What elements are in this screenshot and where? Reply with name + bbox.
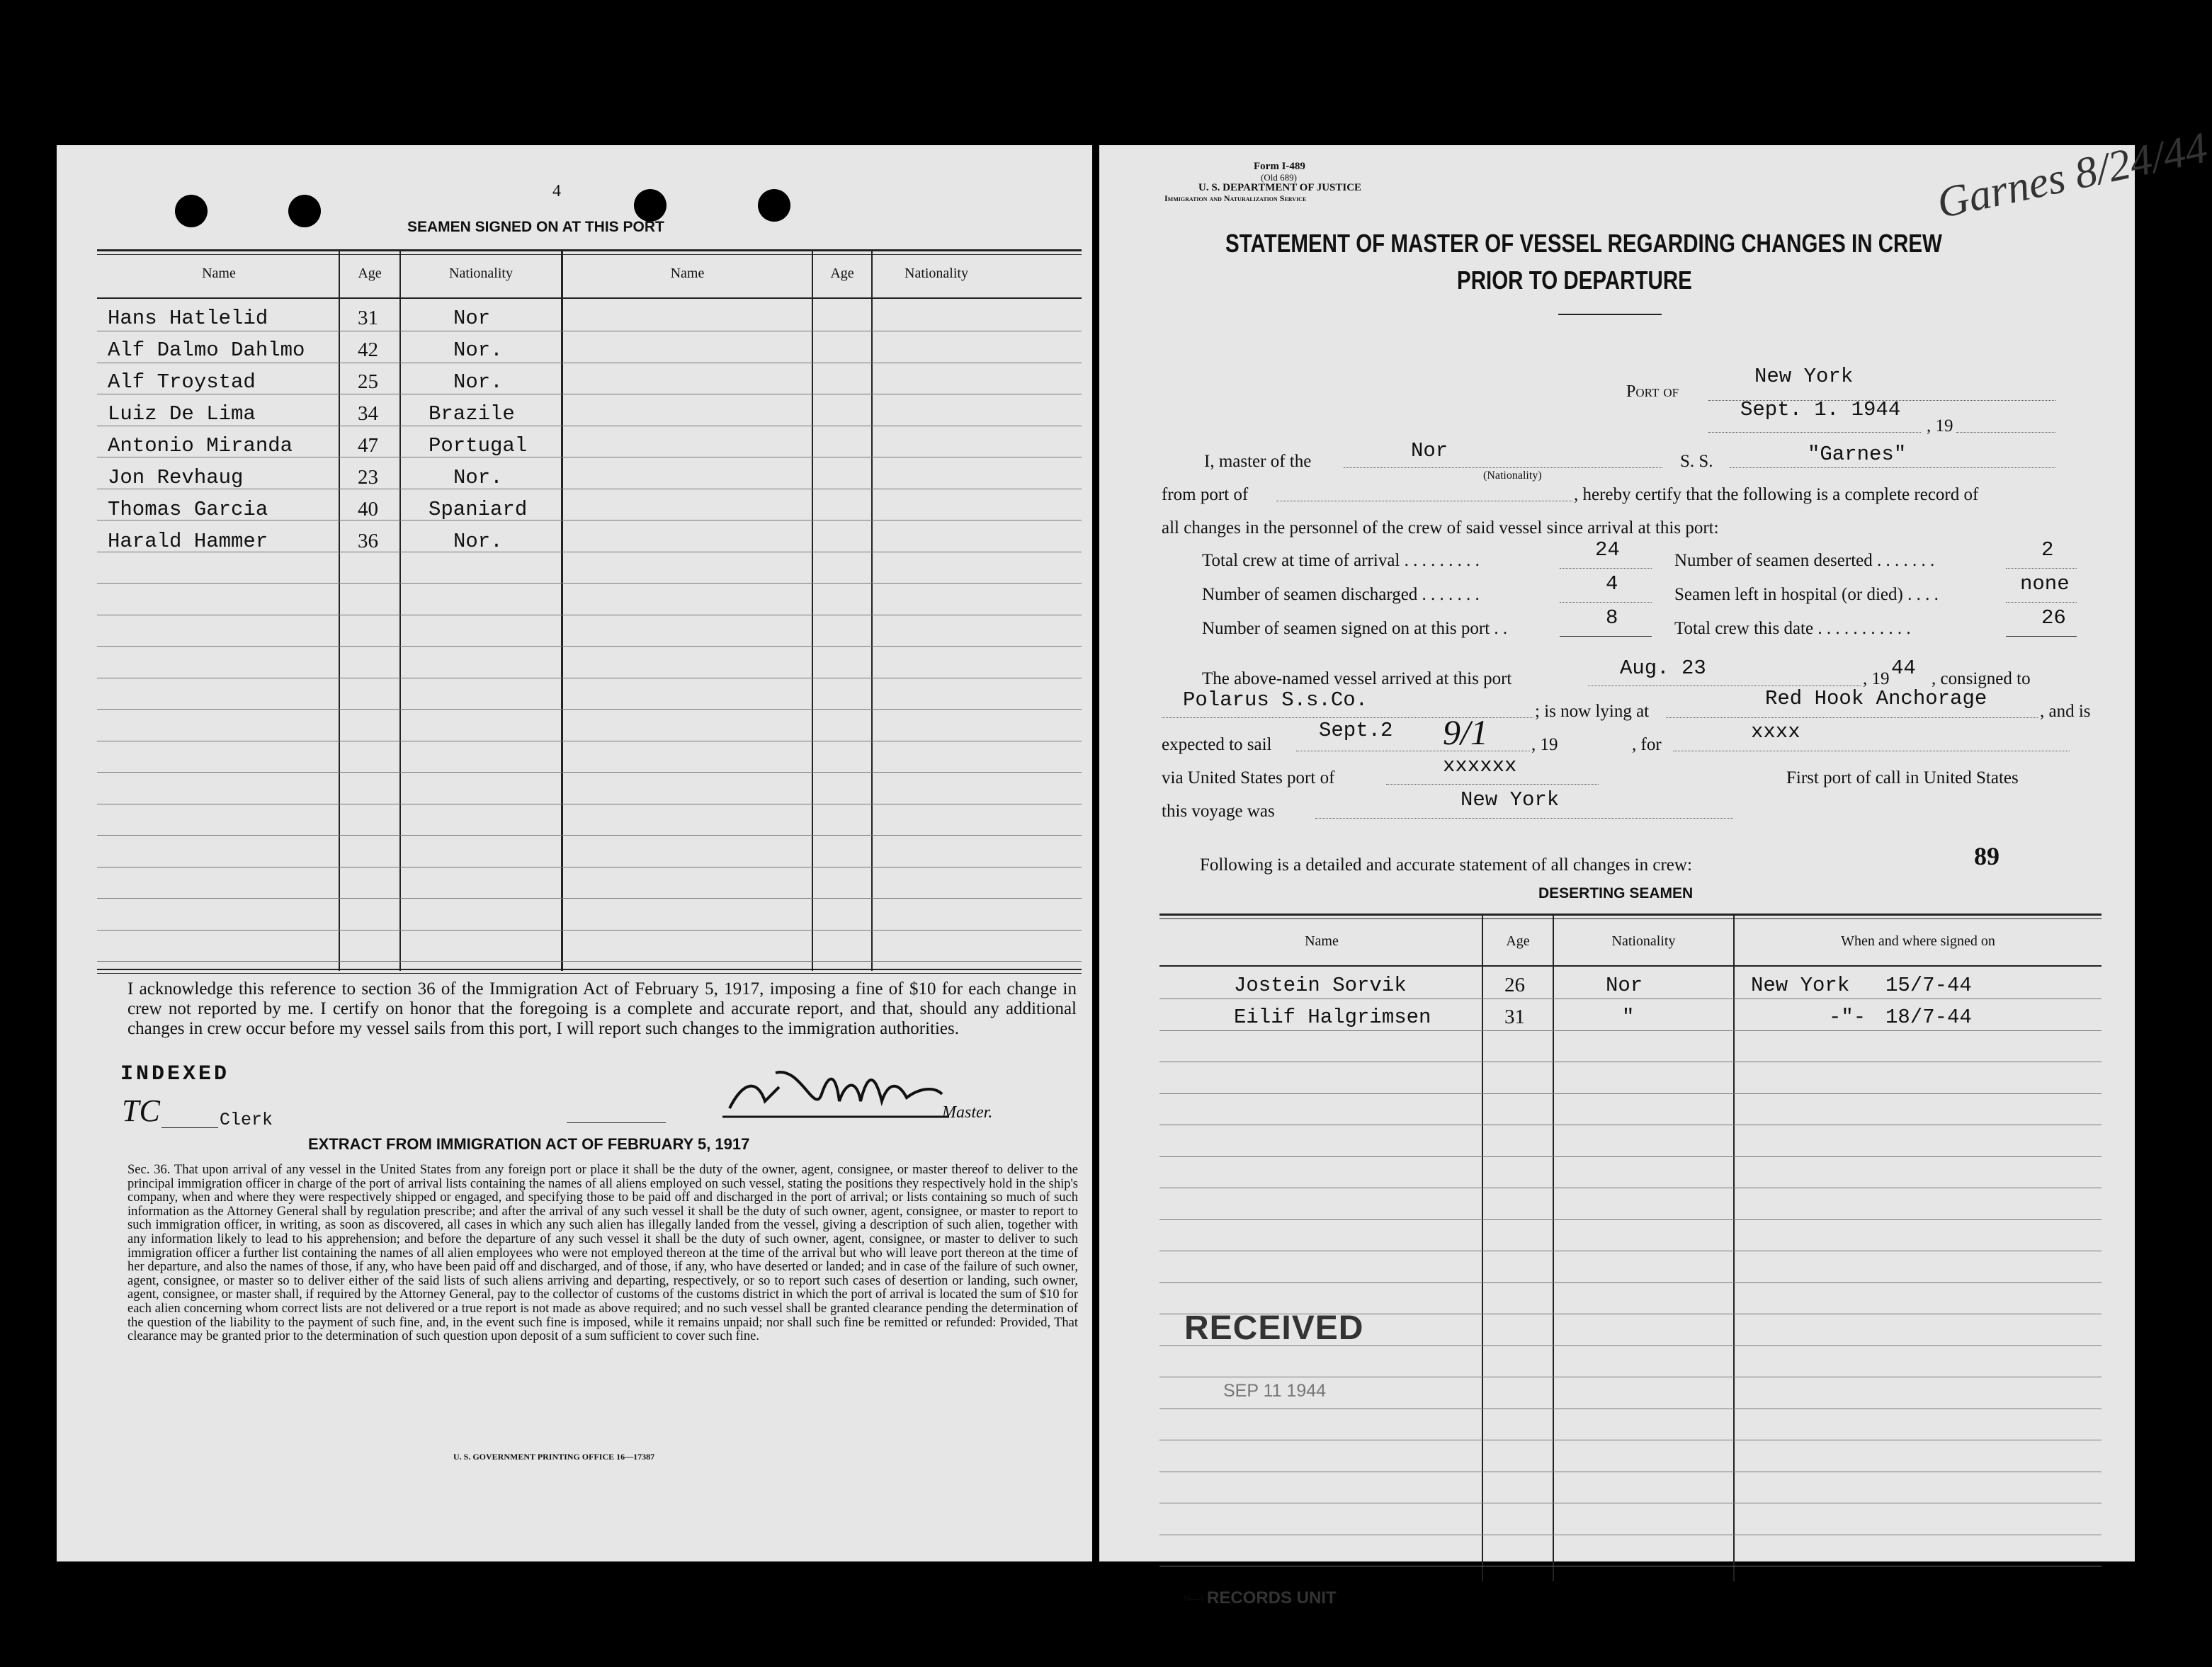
row-rule [1159, 1282, 2102, 1283]
arrived-label: The above-named vessel arrived at this port [1202, 669, 1512, 688]
seaman-nationality: Spaniard [429, 498, 528, 521]
deserter-signed-date: 18/7-44 [1885, 1006, 1972, 1029]
expected-label: expected to sail [1162, 735, 1272, 754]
table-bottom-rule [97, 973, 1082, 974]
lying-label: ; is now lying at [1535, 702, 1650, 721]
title-underline [1558, 314, 1662, 315]
page-number: 4 [552, 182, 561, 200]
nationality-caption: (Nationality) [1483, 470, 1542, 482]
column-header: Age [358, 266, 382, 281]
discharged: 4 [1606, 572, 1618, 596]
seaman-age: 42 [358, 338, 378, 361]
via-label: via United States port of [1162, 768, 1335, 787]
column-divider [812, 251, 813, 971]
table-top-rule [97, 254, 1082, 255]
for-label: , for [1632, 735, 1662, 754]
punch-hole [175, 195, 208, 227]
row-rule [1159, 1030, 2102, 1031]
certify-text: , hereby certify that the following is a complete record of [1574, 485, 1979, 504]
seaman-age: 34 [358, 402, 378, 425]
deserter-nationality: Nor [1606, 974, 1643, 997]
section-36-text: Sec. 36. That upon arrival of any vessel in the United States from any foreign port or place it shall be the duty of the owner, agent, consignee, or master thereof to deliver to the principal immigration officer in charge of the port of arrival lists containing the names of all aliens employed on such vessel, stating the positions they respectively hold in the ship's company, when and where they were respectively shipped or engaged, and specifying those to be paid off and discharged in the port of arrival; or lists containing so much of such information as the Attorney General shall by regulation prescribe; and after the arrival of any such vessel it shall be the duty of such owner, agent, consignee, or master to report to such immigration officer, in writing, as soon as discovered, all cases in which any such alien has illegally landed from the vessel, giving a description of such alien, together with any information likely to lead to his apprehension; and before the departure of any such vessel it shall be the duty of such owner, agent, consignee, or master to deliver to such immigration officer a further list containing the names of all alien employees who were not employed thereon at the time of the arrival but who will leave port thereon at the time of her departure, and also the names of those, if any, who have been paid off and discharged, and of those, if any, who have deserted or landed; and in case of the failure of such owner, agent, consignee, or master so to deliver either of the said lists of such aliens arriving and departing, respectively, or so to report such cases of desertion or landing, such owner, agent, consignee, or master shall, if required by the Attorney General, pay to the collector of customs of the customs district in which the port of arrival is located the sum of $10 for each alien concerning whom correct lists are not delivered or a true report is not made as above required; and no such vessel shall be granted clearance pending the determination of the question of the liability to the payment of such fine, and, in the event such fine is imposed, while it remains unpaid; nor shall such fine be remitted or refunded: Provided, That clearance may be granted prior to the determination of such question upon deposit of a sum sufficient to cover such fine. [127, 1163, 1078, 1344]
ss-label: S. S. [1680, 452, 1713, 471]
field-line [2006, 568, 2077, 569]
row-rule [97, 646, 1082, 647]
deserting-title: DESERTING SEAMEN [1538, 885, 1694, 901]
from-port-label: from port of [1162, 485, 1249, 504]
field-line [1344, 467, 1662, 468]
form-old-number: (Old 689) [1261, 172, 1297, 183]
divider [567, 1122, 666, 1123]
date-value: Sept. 1. 1944 [1740, 398, 1901, 421]
seaman-nationality: Nor. [453, 466, 503, 489]
deserter-signed-place: -"- [1829, 1006, 1866, 1029]
acknowledgement-text: I acknowledge this reference to section 36 of the Immigration Act of February 5, 1917, imposing a fine of $10 for each change in crew not reported by me. I certify on honor that the foregoing is a complete and accurate report, and that, should any additional changes in crew occur before my vessel sails from this port, I will report such changes to the immigration authorities. [127, 979, 1077, 1038]
seaman-age: 23 [358, 466, 378, 489]
signed-on: 8 [1606, 606, 1618, 630]
field-line [1386, 784, 1599, 785]
indexed-stamp: INDEXED [120, 1062, 230, 1086]
via-value: xxxxxx [1443, 754, 1517, 778]
row-rule [1159, 1093, 2102, 1094]
handwritten-ship-date: Garnes 8/24/44 [1933, 123, 2212, 228]
seaman-nationality: Portugal [429, 434, 528, 457]
column-divider [1733, 916, 1735, 1581]
seaman-name: Alf Dalmo Dahlmo [108, 338, 305, 362]
deserter-signed-date: 15/7-44 [1885, 974, 1972, 997]
column-header: Name [670, 266, 705, 281]
column-header: Name [1305, 933, 1339, 949]
seaman-age: 40 [358, 498, 378, 520]
column-divider [339, 251, 340, 971]
row-rule [97, 898, 1082, 899]
table-top-rule [1159, 914, 2102, 916]
total-crew-arrival-label: Total crew at time of arrival . . . . . . . . . [1202, 551, 1480, 570]
field-line [2006, 636, 2077, 637]
service-name: Immigration and Naturalization Service [1164, 193, 1307, 203]
discharged-label: Number of seamen discharged . . . . . . . [1202, 585, 1480, 604]
seaman-name: Harald Hammer [108, 530, 268, 553]
master-label: Master. [942, 1103, 993, 1122]
seaman-age: 36 [358, 530, 378, 552]
deserter-name: Eilif Halgrimsen [1234, 1006, 1431, 1029]
deserter-age: 26 [1504, 974, 1525, 996]
seaman-age: 47 [358, 434, 378, 457]
consigned-label: , consigned to [1932, 669, 2031, 688]
voyage-label: this voyage was [1162, 802, 1275, 821]
column-header: Age [1506, 933, 1530, 949]
table-top-rule [97, 249, 1082, 251]
seaman-name: Luiz De Lima [108, 402, 256, 426]
arrived-date: Aug. 23 [1620, 656, 1706, 680]
clerk-label: Clerk [220, 1110, 273, 1130]
column-divider [399, 251, 401, 971]
column-divider [561, 251, 563, 971]
table-top-rule [1159, 918, 2102, 919]
footer-code: 16—1 [1183, 1593, 1204, 1603]
expected-handwritten-date: 9/1 [1443, 712, 1488, 752]
arrived-year: 44 [1891, 656, 1916, 680]
department: U. S. DEPARTMENT OF JUSTICE [1198, 182, 1362, 193]
field-line [1588, 685, 1861, 686]
nationality-value: Nor [1411, 439, 1448, 462]
expected-date: Sept.2 [1319, 719, 1393, 742]
seaman-nationality: Nor. [453, 338, 503, 362]
seaman-nationality: Nor. [453, 370, 503, 394]
expected-year: , 19 [1531, 735, 1558, 754]
and-is: , and is [2040, 702, 2091, 721]
table-header-rule [1159, 965, 2102, 967]
row-rule [97, 930, 1082, 931]
field-line [1560, 636, 1652, 637]
total-crew-arrival: 24 [1595, 538, 1620, 562]
master-prefix: I, master of the [1204, 452, 1312, 471]
records-unit-stamp: RECORDS UNIT [1207, 1588, 1337, 1608]
page-count: 89 [1974, 842, 2000, 870]
seaman-nationality: Nor. [453, 530, 503, 553]
row-rule [97, 835, 1082, 836]
column-header: Name [202, 266, 236, 281]
form-title: STATEMENT OF MASTER OF VESSEL REGARDING CHANGES IN CREW [1225, 229, 1942, 258]
first-port-label: First port of call in United States [1786, 768, 2019, 787]
column-divider [871, 251, 873, 971]
deserter-age: 31 [1504, 1006, 1525, 1028]
deserted: 2 [2041, 538, 2054, 562]
field-line [1560, 568, 1652, 569]
clerk-initials: TC [122, 1093, 160, 1128]
row-rule [97, 961, 1082, 962]
field-line [1315, 818, 1733, 819]
field-line [2006, 602, 2077, 603]
column-header: Nationality [904, 266, 968, 281]
ship-name: "Garnes" [1808, 443, 1907, 466]
section-title: SEAMEN SIGNED ON AT THIS PORT [407, 219, 664, 235]
field-line [1956, 432, 2055, 433]
seaman-nationality: Nor [453, 307, 491, 330]
row-rule [97, 772, 1082, 773]
row-rule [97, 709, 1082, 710]
consignee: Polarus S.s.Co. [1183, 688, 1368, 712]
field-line [1730, 467, 2055, 468]
seaman-nationality: Brazile [429, 402, 515, 426]
row-rule [1159, 1156, 2102, 1157]
deserted-label: Number of seamen deserted . . . . . . . [1674, 551, 1935, 570]
all-changes-text: all changes in the personnel of the crew of said vessel since arrival at this port: [1162, 518, 1719, 537]
voyage-value: New York [1461, 788, 1560, 812]
clerk-line [161, 1127, 218, 1128]
punch-hole [758, 189, 790, 222]
seaman-name: Jon Revhaug [108, 466, 244, 489]
seaman-age: 31 [358, 307, 378, 329]
right-page [1099, 123, 2212, 1608]
deserter-name: Jostein Sorvik [1234, 974, 1407, 997]
form-number: Form I-489 [1254, 161, 1305, 172]
hospital: none [2020, 572, 2070, 596]
deserter-signed-place: New York [1751, 974, 1850, 997]
form-title: PRIOR TO DEPARTURE [1457, 266, 1692, 295]
row-rule [97, 583, 1082, 584]
extract-title: EXTRACT FROM IMMIGRATION ACT OF FEBRUARY 5, 1917 [308, 1135, 750, 1153]
port-value: New York [1754, 365, 1854, 388]
received-stamp: RECEIVED [1184, 1309, 1364, 1347]
total-crew-date-label: Total crew this date . . . . . . . . . . . [1674, 619, 1911, 638]
table-bottom-rule [97, 969, 1082, 970]
seaman-name: Antonio Miranda [108, 434, 293, 457]
seaman-name: Hans Hatlelid [108, 307, 268, 330]
signed-on-label: Number of seamen signed on at this port . . [1202, 619, 1508, 638]
table-header-rule [97, 297, 1082, 299]
seaman-name: Thomas Garcia [108, 498, 268, 521]
seaman-age: 25 [358, 370, 378, 393]
column-header: Age [830, 266, 854, 281]
punch-hole [288, 195, 321, 227]
column-header: When and where signed on [1841, 933, 1995, 949]
received-date-stamp: SEP 11 1944 [1223, 1381, 1327, 1401]
punch-hole [634, 189, 667, 222]
total-crew-date: 26 [2041, 606, 2066, 630]
column-divider [1553, 916, 1554, 1581]
column-divider [1482, 916, 1483, 1581]
column-header: Nationality [449, 266, 513, 281]
row-rule [1159, 1219, 2102, 1220]
left-page [57, 145, 1092, 1561]
following-text: Following is a detailed and accurate statement of all changes in crew: [1200, 855, 1692, 875]
date-year-suffix: , 19 [1927, 416, 1953, 436]
field-line [1708, 432, 1921, 433]
port-label: Port of [1626, 382, 1679, 401]
field-line [1666, 717, 2038, 718]
printing-office: U. S. GOVERNMENT PRINTING OFFICE 16—17387 [453, 1452, 655, 1462]
lying-at: Red Hook Anchorage [1765, 687, 1987, 710]
field-line [1560, 602, 1652, 603]
seaman-name: Alf Troystad [108, 370, 256, 394]
hospital-label: Seamen left in hospital (or died) . . . . [1674, 585, 1939, 604]
arrived-year-prefix: , 19 [1863, 669, 1890, 688]
for-value: xxxx [1751, 720, 1800, 744]
column-header: Nationality [1611, 933, 1676, 949]
deserter-nationality: " [1622, 1006, 1635, 1029]
